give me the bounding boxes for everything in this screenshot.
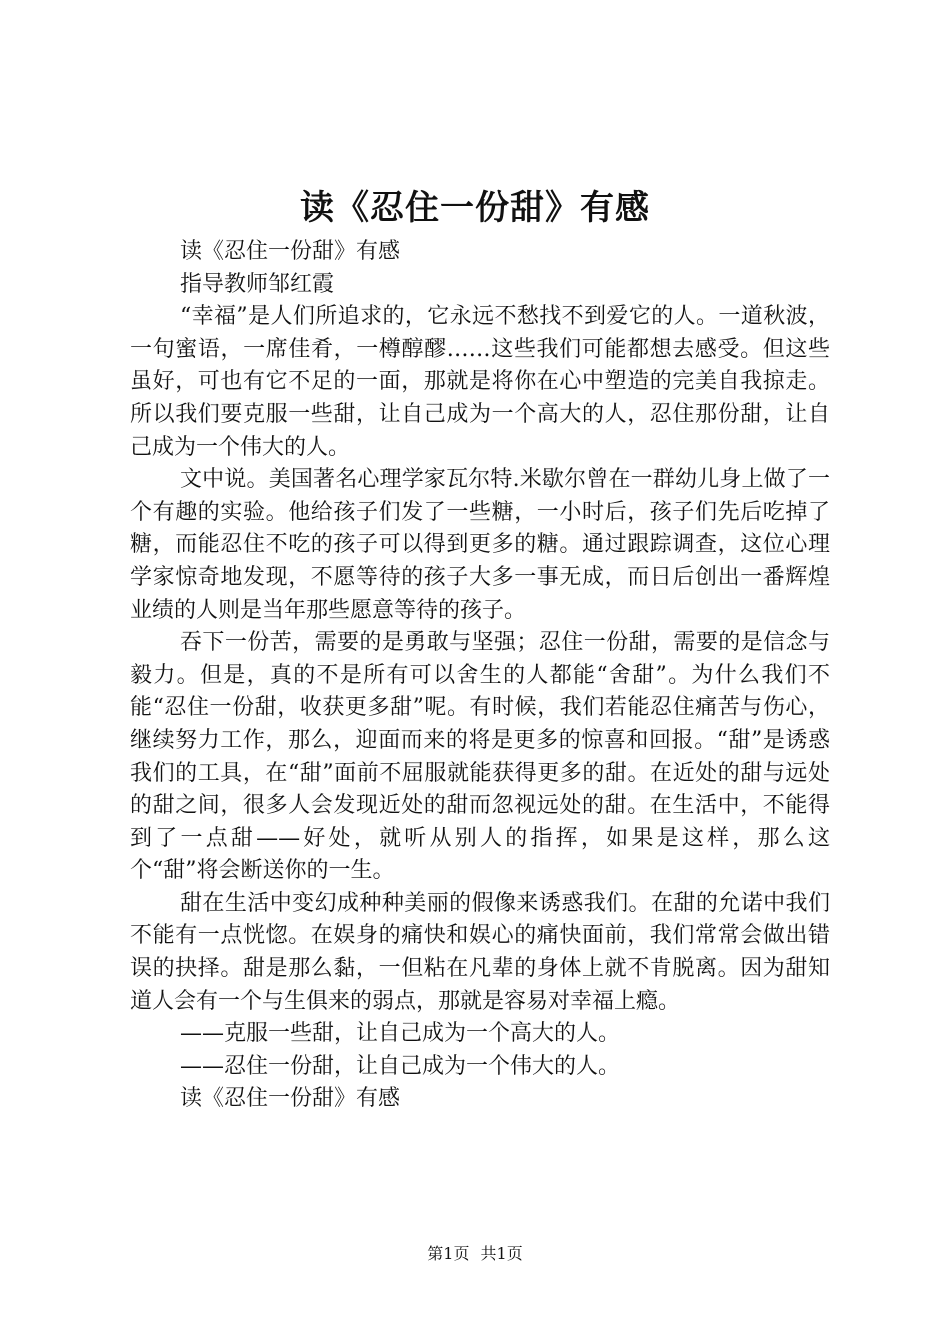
document-body [130,236,830,1116]
paragraph-body: 吞下一份苦，需要的是勇敢与坚强；忍住一份甜，需要的是信念与毅力。但是，真的不是所有可以舍生的人都能“舍甜”。为什么我们不能“忍住一份甜，收获更多甜”呢。有时候，我们若能忍住痛苦与伤心，继续努力工作，那么，迎面而来的将是更多的惊喜和回报。“甜”是诱惑我们的工具，在“甜”面前不屈服就能获得更多的甜。在近处的甜与远处的甜之间，很多人会发现近处的甜而忽视远处的甜。在生活中，不能得到了一点甜——好处，就听从别人的指挥，如果是这样，那么这个“甜”将会断送你的一生。 [130,630,830,884]
paragraph-body: 文中说。美国著名心理学家瓦尔特.米歇尔曾在一群幼儿身上做了一个有趣的实验。他给孩子们发了一些糖，一小时后，孩子们先后吃掉了糖，而能忍住不吃的孩子可以得到更多的糖。通过跟踪调查，这位心理学家惊奇地发现，不愿等待的孩子大多一事无成，而日后创出一番辉煌业绩的人则是当年那些愿意等待的孩子。 [130,467,830,623]
paragraph-body: “幸福”是人们所追求的，它永远不愁找不到爱它的人。一道秋波，一句蜜语，一席佳肴，一樽醇醪……这些我们可能都想去感受。但这些虽好，可也有它不足的一面，那就是将你在心中塑造的完美自我掠走。所以我们要克服一些甜，让自己成为一个高大的人，忍住那份甜，让自己成为一个伟大的人。 [130,304,830,460]
page-total: 共1页 [480,1244,523,1263]
paragraph-conclusion: ——克服一些甜，让自己成为一个高大的人。 [180,1021,621,1047]
page-number: 第1页 [427,1244,470,1263]
paragraph-closing-title: 读《忍住一份甜》有感 [180,1086,401,1112]
paragraph-conclusion: ——忍住一份甜，让自己成为一个伟大的人。 [180,1053,621,1079]
paragraph-subtitle: 读《忍住一份甜》有感 [180,239,401,264]
page-footer [0,1243,950,1265]
paragraph-teacher: 指导教师邹红霞 [180,271,335,297]
paragraph-body: 甜在生活中变幻成种种美丽的假像来诱惑我们。在甜的允诺中我们不能有一点恍惚。在娱身的痛快和娱心的痛快面前，我们常常会做出错误的抉择。甜是那么黏，一但粘在凡辈的身体上就不肯脱离。因为甜知道人会有一个与生俱来的弱点，那就是容易对幸福上瘾。 [130,890,830,1014]
document-title: 读《忍住一份甜》有感 [300,188,650,228]
